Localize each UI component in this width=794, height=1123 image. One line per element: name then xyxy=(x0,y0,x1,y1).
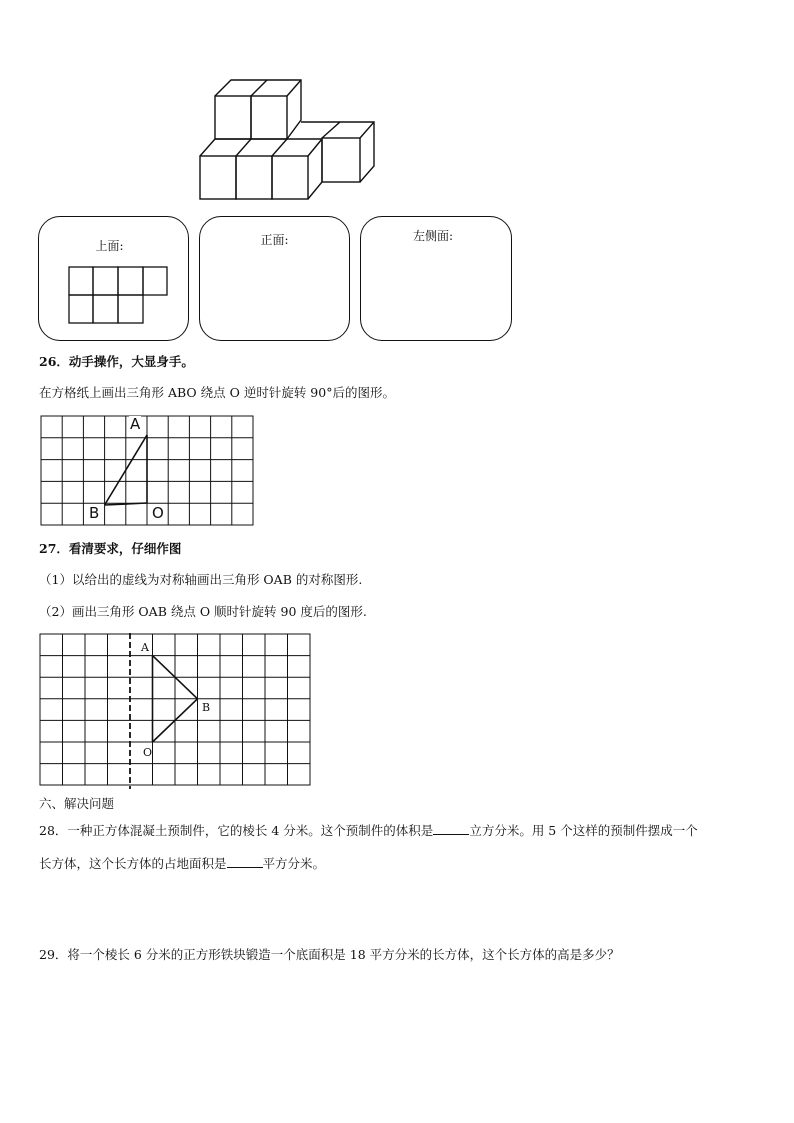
q26-label-B: B xyxy=(89,504,100,522)
q27-part2: （2）画出三角形 OAB 绕点 O 顺时针旋转 90 度后的图形. xyxy=(39,604,367,619)
top-view-label: 上面: xyxy=(95,239,124,253)
left-view-label: 左侧面: xyxy=(412,229,454,243)
cube-figure xyxy=(0,0,794,210)
q28-line1-text-b: 立方分米。用 5 个这样的预制件摆成一个 xyxy=(469,823,698,838)
front-view-box xyxy=(199,216,350,341)
q26-label-A: A xyxy=(130,415,141,433)
q28-line1-text-a: 28．一种正方体混凝土预制件，它的棱长 4 分米。这个预制件的体积是 xyxy=(39,823,434,838)
q26-title: 26．动手操作，大显身手。 xyxy=(39,354,194,369)
q28-line1 xyxy=(39,822,698,839)
q29-text: 29．将一个棱长 6 分米的正方形铁块锻造一个底面积是 18 平方分米的长方体，这个长方体的高是多少？ xyxy=(39,947,620,962)
left-view-box xyxy=(360,216,512,341)
front-view-label: 正面: xyxy=(260,233,289,247)
top-view-grid xyxy=(68,266,168,326)
q27-label-A: A xyxy=(141,641,149,654)
q28-blank-volume[interactable] xyxy=(433,822,469,835)
section-6-title: 六、解决问题 xyxy=(39,796,115,811)
q28-line2-text-a: 长方体，这个长方体的占地面积是 xyxy=(39,856,227,871)
q27-label-B: B xyxy=(202,701,211,714)
q26-label-O: O xyxy=(152,504,164,522)
q28-blank-area[interactable] xyxy=(227,855,263,868)
q28-line2-text-b: 平方分米。 xyxy=(262,856,326,871)
q26-grid xyxy=(40,415,256,527)
q28-line2 xyxy=(39,855,325,872)
q27-title: 27．看清要求，仔细作图 xyxy=(39,541,182,556)
q27-part1: （1）以给出的虚线为对称轴画出三角形 OAB 的对称图形. xyxy=(39,572,363,587)
top-view-box xyxy=(38,216,189,341)
q27-grid xyxy=(39,633,313,785)
q27-label-O: O xyxy=(143,746,153,759)
q26-instruction: 在方格纸上画出三角形 ABO 绕点 O 逆时针旋转 90°后的图形。 xyxy=(39,385,395,400)
